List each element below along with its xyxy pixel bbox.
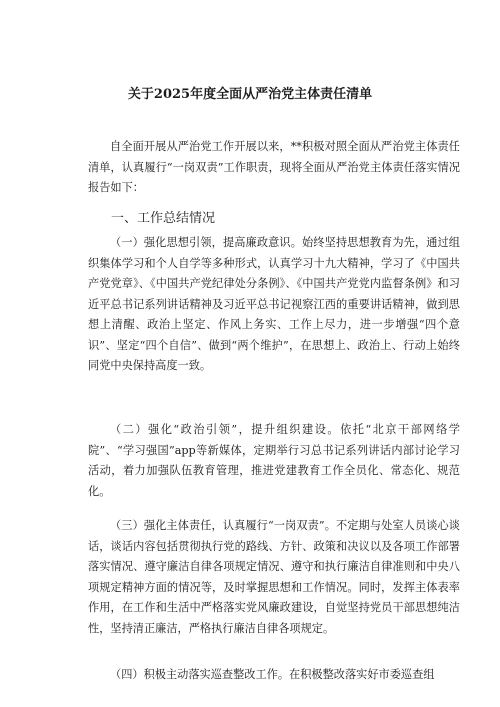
paragraph-4: （四）积极主动落实巡查整改工作。在积极整改落实好市委巡查组 — [110, 668, 435, 681]
paragraph-1: （一）强化思想引领，提高廉政意识。始终坚持思想教育为先，通过组织集体学习和个人自学等多种形式，认真学习十九大精神，学习了《中国共产党党章》、《中国共产党纪律处分条例》、《中国共产党党内监督条例》和习近平总书记系列讲话精神及习近平总书记视察江西的重要讲话精神，做到思想上清醒、政治上坚定、作风上务实、工作上尽力，进一步增强“四个意识”、坚定“四个自信”、做到“两个维护”，在思想上、政治上、行动上始终同党中央保持高度一致。 — [88, 236, 460, 372]
document-title: 关于2025年度全面从严治党主体责任清单 — [127, 87, 373, 102]
paragraph-2: （二）强化“政治引领”，提升组织建设。依托“北京干部网络学院”、“学习强国”app等新媒体，定期举行习总书记系列讲话内部讨论学习活动，着力加强队伍教育管理，推进党建教育工作全员化、常态化、规范化。 — [88, 423, 460, 498]
intro-paragraph: 自全面开展从严治党工作开展以来，**积极对照全面从严治党主体责任清单，认真履行“一岗双责”工作职责，现将全面从严治党主体责任落实情况报告如下： — [88, 140, 460, 194]
section-heading: 一、工作总结情况 — [111, 211, 216, 226]
paragraph-3: （三）强化主体责任，认真履行“一岗双责”。不定期与处室人员谈心谈话，谈话内容包括贯彻执行党的路线、方针、政策和决议以及各项工作部署落实情况、遵守廉洁自律各项规定情况、遵守和执行廉洁自律准则和中央八项规定精神方面的情况等，及时掌握思想和工作情况。同时，发挥主体表率作用，在工作和生活中严格落实党风廉政建设，自觉坚持党员干部思想纯洁性，坚持清正廉洁，严格执行廉洁自律各项规定。 — [88, 519, 460, 635]
